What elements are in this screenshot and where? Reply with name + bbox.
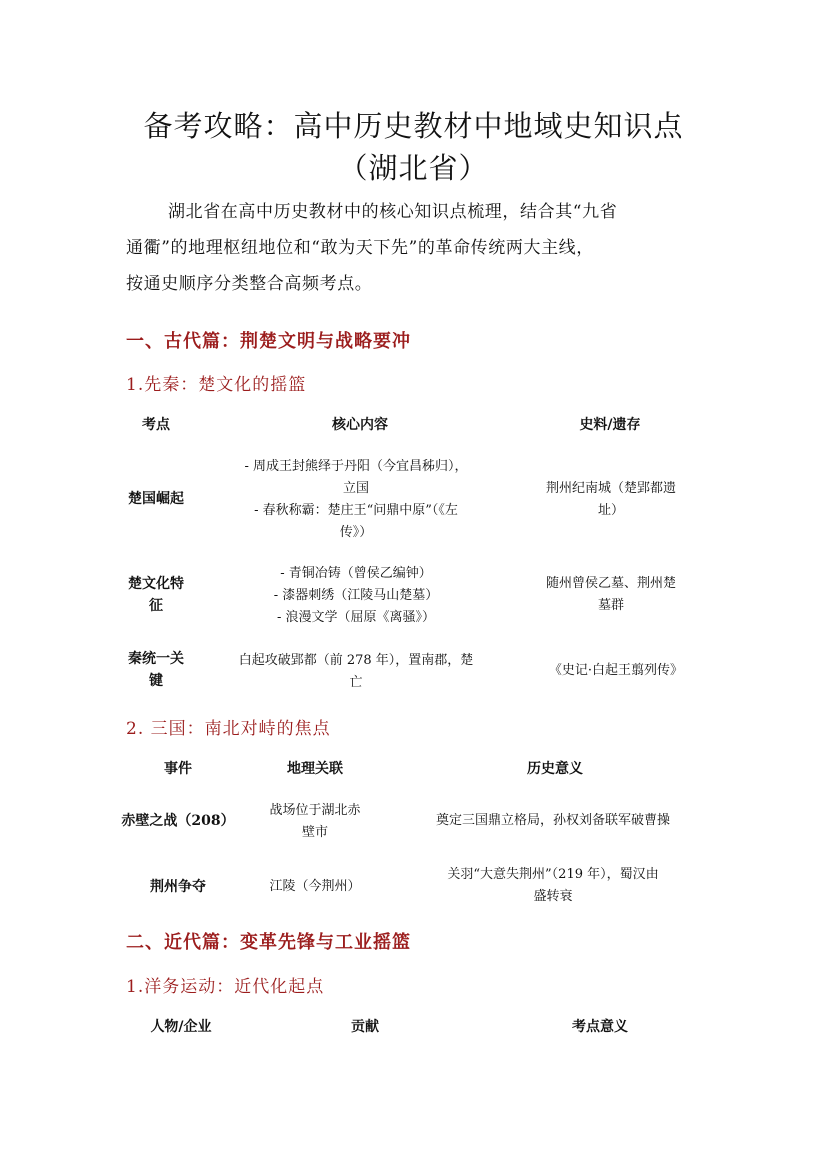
table-cell-geo	[250, 800, 380, 844]
table-cell-source: 《史记·白起王翦列传》	[548, 663, 684, 678]
table-header: 贡献	[351, 1019, 379, 1035]
document-subtitle: （湖北省）	[338, 151, 489, 185]
table-cell-content	[206, 563, 506, 629]
table-cell-meaning	[398, 864, 708, 908]
table-header: 历史意义	[527, 761, 583, 777]
cell-line: 荆州纪南城（楚郢都遗	[545, 481, 676, 496]
cell-line: 墓群	[597, 598, 624, 613]
table-row-label: 荆州争夺	[150, 879, 206, 895]
cell-line: 楚文化特	[128, 576, 184, 592]
subsection-heading-westernization: 1.洋务运动：近代化起点	[126, 977, 325, 997]
cell-line: 址）	[597, 503, 624, 518]
table-header: 考点	[142, 417, 170, 433]
cell-line: 战场位于湖北赤	[269, 803, 361, 818]
cell-line: - 青铜冶铸（曾侯乙编钟）	[280, 566, 432, 581]
table-row-label: 赤壁之战（208）	[121, 813, 235, 829]
intro-line: 湖北省在高中历史教材中的核心知识点梳理，结合其“九省	[168, 202, 618, 222]
section-heading-modern: 二、近代篇：变革先锋与工业摇篮	[126, 932, 411, 953]
cell-line: 立国	[342, 481, 369, 496]
cell-line: - 春秋称霸：楚庄王“问鼎中原”（《左	[254, 503, 458, 518]
table-cell-meaning: 奠定三国鼎立格局，孙权刘备联军破曹操	[435, 813, 670, 828]
cell-line: 秦统一关	[128, 651, 184, 667]
subsection-heading-three-kingdoms: 2. 三国：南北对峙的焦点	[126, 719, 331, 739]
table-row-label: 楚国崛起	[128, 491, 184, 507]
cell-line: - 周成王封熊绎于丹阳（今宜昌秭归），	[244, 459, 468, 474]
table-row-label	[118, 648, 194, 692]
table-cell-content	[206, 456, 506, 544]
table-cell-content	[206, 650, 506, 694]
intro-line: 按通史顺序分类整合高频考点。	[126, 274, 373, 294]
cell-line: 键	[149, 673, 163, 689]
table-cell-source	[518, 573, 704, 617]
cell-line: 盛转衰	[533, 889, 573, 904]
table-cell-geo: 江陵（今荆州）	[269, 879, 361, 894]
table-header: 考点意义	[572, 1019, 628, 1035]
table-header: 人物/企业	[150, 1019, 212, 1035]
table-header: 史料/遗存	[579, 417, 641, 433]
cell-line: 征	[149, 598, 163, 614]
table-header: 事件	[164, 761, 192, 777]
intro-line: 通衢”的地理枢纽地位和“敢为天下先”的革命传统两大主线，	[126, 238, 594, 258]
table-cell-source	[518, 478, 704, 522]
table-row-label	[118, 573, 194, 617]
cell-line: - 浪漫文学（屈原《离骚》）	[276, 610, 436, 625]
section-heading-ancient: 一、古代篇：荆楚文明与战略要冲	[126, 331, 411, 352]
table-header: 地理关联	[287, 761, 343, 777]
cell-line: 亡	[349, 675, 363, 690]
cell-line: 随州曾侯乙墓、荆州楚	[545, 576, 676, 591]
cell-line: 白起攻破郢都（前 278 年），置南郡，楚	[238, 653, 474, 668]
document-title: 备考攻略：高中历史教材中地域史知识点	[143, 109, 684, 143]
cell-line: - 漆器刺绣（江陵马山楚墓）	[273, 588, 439, 603]
cell-line: 壁市	[301, 825, 328, 840]
subsection-heading-preqin: 1.先秦：楚文化的摇篮	[126, 375, 307, 395]
table-header: 核心内容	[332, 417, 388, 433]
intro-paragraph	[126, 194, 706, 302]
cell-line: 传》）	[339, 525, 373, 540]
cell-line: 关羽“大意失荆州”（219 年），蜀汉由	[447, 867, 659, 882]
